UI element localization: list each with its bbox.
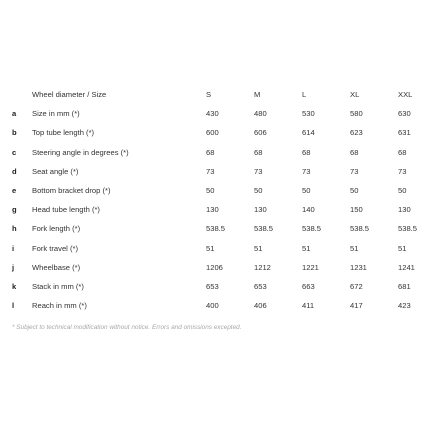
cell-l: 530 (302, 109, 315, 119)
cell-s: 73 (206, 166, 215, 176)
cell-m: 51 (254, 243, 263, 253)
cell-l: 140 (302, 205, 315, 215)
row-letter: b (12, 128, 17, 138)
row-label: Wheelbase (*) (32, 262, 81, 272)
row-letter: e (12, 185, 17, 195)
row-label: Bottom bracket drop (*) (32, 185, 111, 195)
cell-s: 600 (206, 128, 219, 138)
cell-xl: 50 (350, 185, 359, 195)
header-size-xl: XL (350, 90, 360, 99)
row-label: Size in mm (*) (32, 109, 80, 119)
cell-m: 480 (254, 109, 267, 119)
cell-m: 73 (254, 166, 263, 176)
table-row-stack (0, 277, 430, 296)
cell-l: 411 (302, 301, 315, 311)
cell-xl: 538.5 (350, 224, 370, 234)
row-letter: c (12, 147, 17, 157)
row-letter: l (12, 301, 15, 311)
cell-l: 73 (302, 166, 311, 176)
cell-xxl: 68 (398, 147, 407, 157)
cell-xxl: 630 (398, 109, 411, 119)
header-size-s: S (206, 90, 212, 99)
cell-xxl: 1241 (398, 262, 415, 272)
row-letter: h (12, 224, 17, 234)
cell-l: 50 (302, 185, 311, 195)
row-label: Fork length (*) (32, 224, 81, 234)
cell-xl: 73 (350, 166, 359, 176)
cell-xxl: 538.5 (398, 224, 418, 234)
header-size-l: L (302, 90, 307, 99)
table-row-size (0, 104, 430, 123)
row-label: Steering angle in degrees (*) (32, 147, 129, 157)
cell-l: 51 (302, 243, 311, 253)
geometry-table (0, 85, 430, 315)
cell-l: 663 (302, 281, 315, 291)
cell-xxl: 73 (398, 166, 407, 176)
cell-m: 406 (254, 301, 267, 311)
cell-xl: 51 (350, 243, 359, 253)
cell-xl: 150 (350, 205, 363, 215)
cell-s: 51 (206, 243, 215, 253)
table-row-steering-angle (0, 143, 430, 162)
cell-xl: 623 (350, 128, 363, 138)
row-letter: d (12, 166, 17, 176)
cell-xxl: 631 (398, 128, 411, 138)
table-row-top-tube-length (0, 123, 430, 142)
cell-m: 50 (254, 185, 263, 195)
cell-m: 606 (254, 128, 267, 138)
cell-xl: 580 (350, 109, 363, 119)
cell-s: 653 (206, 281, 219, 291)
cell-xxl: 423 (398, 301, 411, 311)
table-header-row (0, 85, 430, 104)
cell-l: 68 (302, 147, 311, 157)
table-row-bottom-bracket-drop (0, 181, 430, 200)
table-row-fork-travel (0, 239, 430, 258)
row-label: Seat angle (*) (32, 166, 79, 176)
footnote: * Subject to technical modification without notice. Errors and omissions excepted. (12, 324, 242, 331)
header-size-xxl: XXL (398, 90, 413, 99)
row-letter: g (12, 205, 17, 215)
row-label: Head tube length (*) (32, 205, 100, 215)
cell-xl: 417 (350, 301, 363, 311)
cell-m: 538.5 (254, 224, 274, 234)
cell-s: 400 (206, 301, 219, 311)
row-label: Stack in mm (*) (32, 281, 84, 291)
row-label: Top tube length (*) (32, 128, 95, 138)
cell-m: 130 (254, 205, 267, 215)
cell-l: 614 (302, 128, 315, 138)
row-letter: j (12, 262, 15, 272)
header-size-m: M (254, 90, 261, 99)
row-label: Reach in mm (*) (32, 301, 87, 311)
cell-m: 68 (254, 147, 263, 157)
table-row-wheelbase (0, 258, 430, 277)
cell-xxl: 50 (398, 185, 407, 195)
cell-l: 1221 (302, 262, 319, 272)
row-letter: i (12, 243, 15, 253)
cell-s: 68 (206, 147, 215, 157)
table-row-fork-length (0, 219, 430, 238)
cell-xxl: 51 (398, 243, 407, 253)
cell-xl: 1231 (350, 262, 367, 272)
cell-m: 653 (254, 281, 267, 291)
cell-m: 1212 (254, 262, 271, 272)
cell-xl: 672 (350, 281, 363, 291)
cell-s: 1206 (206, 262, 223, 272)
row-letter: a (12, 109, 17, 119)
cell-l: 538.5 (302, 224, 322, 234)
table-row-seat-angle (0, 162, 430, 181)
cell-xxl: 681 (398, 281, 411, 291)
cell-xxl: 130 (398, 205, 411, 215)
cell-s: 430 (206, 109, 219, 119)
cell-s: 50 (206, 185, 215, 195)
cell-xl: 68 (350, 147, 359, 157)
row-letter: k (12, 281, 17, 291)
row-label: Fork travel (*) (32, 243, 78, 253)
table-row-reach (0, 296, 430, 315)
table-row-head-tube-length (0, 200, 430, 219)
cell-s: 130 (206, 205, 219, 215)
cell-s: 538.5 (206, 224, 226, 234)
header-wheel-diameter-size: Wheel diameter / Size (32, 90, 107, 99)
